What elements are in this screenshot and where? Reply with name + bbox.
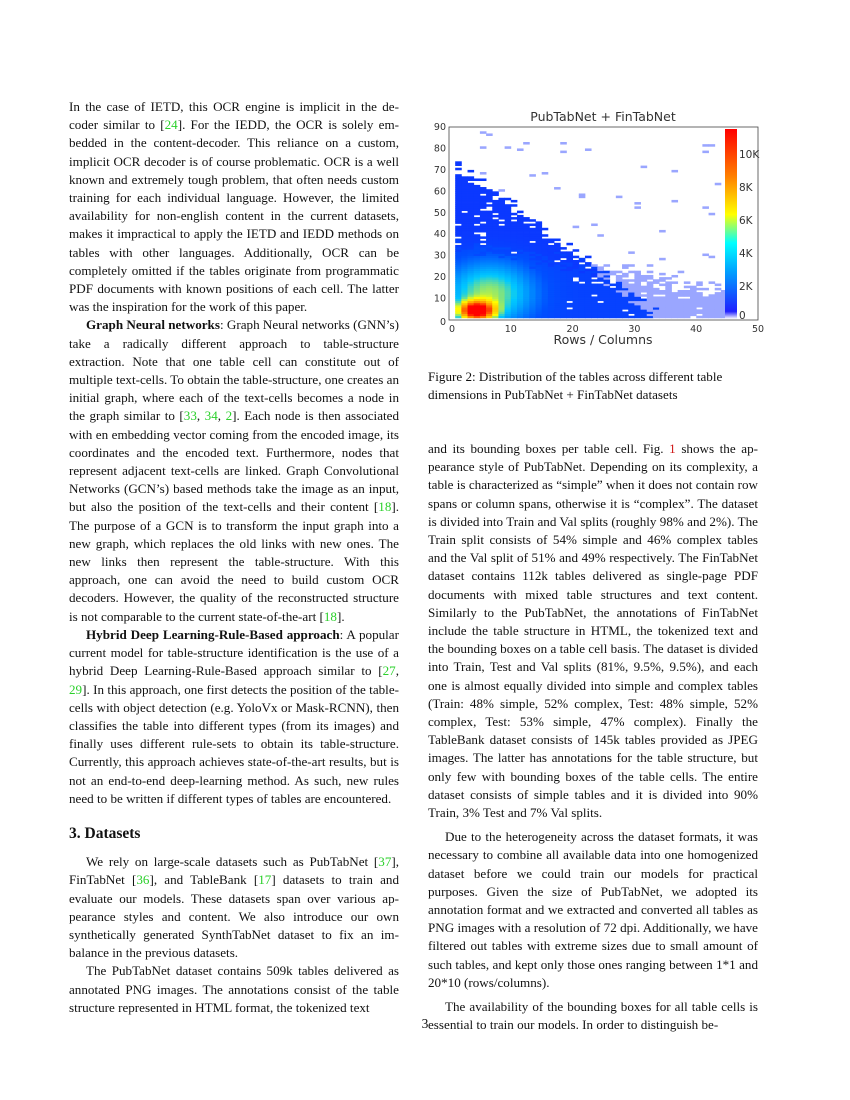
y-tick-label: 0 (439, 317, 446, 328)
heatmap-cell (566, 303, 573, 306)
heatmap-cell (709, 294, 716, 297)
heatmap-cell (715, 183, 722, 186)
heatmap-cell (678, 271, 685, 274)
heatmap-cell (474, 178, 481, 181)
heatmap-cell (498, 198, 505, 201)
heatmap-cell (647, 271, 654, 274)
heatmap-cell (702, 206, 709, 209)
heatmap-cell (579, 258, 586, 261)
heatmap-cell (597, 234, 604, 237)
heatmap-cell (554, 239, 561, 242)
heatmap-cell (702, 254, 709, 257)
heatmap-cell (696, 292, 703, 295)
y-tick-label: 70 (433, 164, 446, 176)
heatmap-cell (597, 266, 604, 269)
heatmap-cell (597, 284, 604, 287)
heatmap-cell (480, 241, 487, 244)
x-tick-label: 50 (751, 324, 765, 335)
heatmap-cell (492, 219, 499, 222)
heatmap-cell (628, 271, 635, 274)
heatmap-cell (678, 299, 685, 302)
heatmap-cell (523, 224, 530, 227)
heatmap-cell (591, 264, 598, 267)
heatmap-cell (604, 264, 611, 267)
heatmap-cell (566, 243, 573, 246)
heatmap-cell (492, 191, 499, 194)
hybrid-heading: Hybrid Deep Learning-Rule-Based approach (86, 626, 340, 642)
citation-link[interactable]: 33 (183, 408, 197, 424)
x-tick-label: 10 (504, 324, 517, 335)
heatmap-cell (696, 309, 703, 312)
heatmap-cell (715, 288, 722, 291)
heatmap-cell (696, 281, 703, 284)
heatmap-cell (641, 275, 648, 278)
heatmap-cell (696, 288, 703, 291)
citation-link[interactable]: 29 (69, 681, 83, 697)
colorbar-tick-label: 0 (739, 310, 746, 322)
heatmap-cell (455, 226, 462, 229)
heatmap-cell (517, 148, 524, 151)
heatmap-cell (671, 292, 678, 295)
y-tick-label: 30 (433, 250, 446, 262)
heatmap-cell (671, 281, 678, 284)
colorbar-tick-label: 4K (739, 247, 753, 260)
heatmap-cell (653, 279, 660, 282)
heatmap-cell (455, 239, 462, 242)
heatmap-cell (702, 288, 709, 291)
heatmap-cell (622, 273, 629, 276)
heatmap-cell (591, 224, 598, 227)
heatmap-cell (480, 196, 487, 199)
gnn-heading: Graph Neural networks (86, 317, 220, 333)
citation-link[interactable]: 37 (378, 854, 392, 870)
heatmap-cell (548, 245, 555, 248)
heatmap-cell (455, 174, 462, 177)
figure-ref-link[interactable]: 1 (669, 441, 676, 456)
heatmap-cell (641, 286, 648, 289)
heatmap-cell (702, 144, 709, 147)
heatmap-cell (560, 247, 567, 250)
paragraph-pubtabnet-cont: and its bounding boxes per table cell. Fig. 1 shows the appearance style of PubTabNet. Depending on its complexity, a table is characterized as “simple” when it does not contain row spans or column spans, otherwise it is “complex”. The dataset is divided into Train and Val splits (roughly 98% and 2%). The Train split consists of 54% simple and 46% complex tables and the Val split of 51% and 49% respectively. The FinTabNet dataset contains 112k tables delivered as single-page PDF documents with mixed table structures and text content. Similarly to the PubTabNet, the annotations of FinTabNet include the table structure in HTML, the tokenized text and the bounding boxes on a table cell basis. The dataset is divided into Train, Test and Val splits (81%, 9.5%, 9.5%), and each one is almost equally divided into simple and complex tables (Train: 48% simple, 52% complex, Test: 48% simple, 52% complex, Test: 53% simple, 47% complex). Finally the TableBank dataset consists of 145k tables provided as JPEG images. The latter has annotations for the table structure, but only few with bounding boxes of the table cells. The entire dataset consists of simple tables and it is divided into 90% Train, 3% Test and 7% Val splits. (428, 441, 758, 821)
heatmap-cell (560, 151, 567, 154)
heatmap-cell (542, 234, 549, 237)
heatmap-cell (542, 172, 549, 175)
paragraph-datasets-intro: We rely on large-scale datasets such as PubTabNet [37], FinTabNet [36], and TableBank [17] datasets to train and evaluate our models. These datasets span over various appearance styles and content. We also introduce our own synthetically generated SynthTabNet dataset to fix an imbalance in the previous datasets. (69, 854, 400, 961)
heatmap-cell (585, 269, 592, 272)
heatmap-cell (529, 174, 536, 177)
y-tick-label: 60 (433, 186, 446, 198)
heatmap-cell (579, 284, 586, 287)
heatmap-cell (678, 290, 685, 293)
citation-link[interactable]: 18 (323, 608, 337, 624)
y-axis-ticks (434, 122, 446, 328)
heatmap-cell (480, 172, 487, 175)
heatmap-cell (536, 221, 543, 224)
heatmap-cell (573, 249, 580, 252)
heatmap-cell (573, 226, 580, 229)
heatmap-cell (554, 262, 561, 265)
heatmap-cell (573, 281, 580, 284)
x-tick-label: 0 (448, 324, 456, 335)
heatmap-cell (511, 254, 518, 257)
heatmap-cell (511, 217, 518, 220)
heatmap-cell (579, 193, 586, 196)
heatmap-cell (641, 299, 648, 302)
citation-link[interactable]: 34 (204, 408, 218, 424)
heatmap-cell (702, 296, 709, 299)
x-tick-label: 30 (628, 324, 641, 335)
paragraph-hybrid: Hybrid Deep Learning-Rule-Based approach: A popular current model for table-structure identification is the use of a hybrid Deep Learning-Rule-Based approach similar to [27, 29]. In this approach, one first detects the position of the table-cells with object detection (e.g. YoloVx or Mask-RCNN), then classifies the table into different types (from its images) and finally uses different rule-sets to obtain its table-structure. Currently, this approach achieves state-of-the-art results, but is not an end-to-end deep-learning method. As such, new rules need to be written if different types of tables are encountered. (69, 626, 399, 806)
heatmap-cell (641, 166, 648, 169)
colorbar-tick-label: 8K (739, 181, 753, 194)
heatmap-cell (659, 296, 666, 299)
citation-link[interactable]: 2 (225, 408, 233, 424)
heatmap-cell (554, 187, 561, 190)
heatmap-cell (671, 170, 678, 173)
x-axis-label: Rows / Columns (553, 332, 653, 347)
heatmap-cell (498, 189, 505, 192)
y-tick-label: 80 (433, 143, 446, 155)
heatmap-cell (523, 142, 530, 145)
heatmap-cell (486, 189, 493, 192)
heatmap-cell (709, 144, 716, 147)
colorbar-tick-label: 10K (739, 148, 760, 161)
heatmap-cell (585, 256, 592, 259)
heatmap-cell (505, 146, 512, 149)
page-number: 3 (421, 1016, 429, 1031)
heatmap-cell (647, 275, 654, 278)
heatmap-cell (585, 148, 592, 151)
heatmap-cell (659, 290, 666, 293)
heatmap-cell (622, 264, 629, 267)
heatmap-cell (480, 131, 487, 134)
heatmap-cell (468, 170, 475, 173)
heatmap-cell (486, 204, 493, 207)
heatmap-cell (529, 224, 536, 227)
heatmap-cell (480, 224, 487, 227)
heatmap-cell (641, 294, 648, 297)
heatmap-cell (480, 211, 487, 214)
heatmap-cell (628, 264, 635, 267)
heatmap-cell (709, 281, 716, 284)
heatmap-cell (554, 243, 561, 246)
heatmap-cell (529, 228, 536, 231)
heatmap-cell (566, 309, 573, 312)
x-tick-label: 20 (566, 324, 579, 335)
heatmap-cell (610, 271, 617, 274)
heatmap-cell (591, 284, 598, 287)
heatmap-cell (517, 215, 524, 218)
heatmap-cell (634, 271, 641, 274)
heatmap-cell (616, 275, 623, 278)
citation-link[interactable]: 17 (258, 872, 272, 888)
heatmap-cell (659, 284, 666, 287)
colorbar-tick-label: 2K (739, 280, 753, 293)
heatmap-cell (696, 316, 703, 319)
heatmap-cell (616, 196, 623, 199)
heatmap-cell (480, 187, 487, 190)
heatmap-cell (548, 239, 555, 242)
heatmap-cell (585, 262, 592, 265)
heatmap-cell (628, 284, 635, 287)
heatmap-cell (560, 251, 567, 254)
heatmap-cell (468, 183, 475, 186)
heatmap-cell (622, 311, 629, 314)
heatmap-cell (610, 284, 617, 287)
heatmap-cell (468, 176, 475, 179)
heatmap-cell (560, 142, 567, 145)
heatmap-cell (461, 213, 468, 216)
paragraph-heterogeneity: Due to the heterogeneity across the dataset formats, it was necessary to combine all available data into one homogenized dataset before we could train our models for practical purposes. Given the size of PubTabNet, we adopted its annotation format and we extracted and converted all tables as PNG images with a resolution of 72 dpi. Additionally, we have filtered out tables with extreme sizes due to small amount of such tables, and kept only those ones ranging between 1*1 and 20*10 (rows/columns). (428, 829, 758, 990)
paragraph-bounding-boxes: The availability of the bounding boxes for all table cells is essential to train our models. In order to distinguish be- (428, 999, 758, 1033)
heatmap-cell (480, 146, 487, 149)
paragraph-ocr: In the case of IETD, this OCR engine is implicit in the decoder similar to [24]. For the IEDD, the OCR is solely embedded in the content-decoder. This reliance on a custom, implicit OCR decoder is of course problematic. OCR is a well known and extremely tough problem, that often needs custom training for each individual language. However, the limited availability for non-english content in the current datasets, makes it impractical to apply the IETD and IEDD methods on tables with other languages. Additionally, OCR can be completely omitted if the tables originate from programmatic PDF documents with known positions of each cell. The latter was the inspiration for the work of this paper. (69, 99, 399, 315)
heatmap-cell (560, 260, 567, 263)
heatmap-cell (573, 260, 580, 263)
heatmap-cell (492, 200, 499, 203)
colorbar-tick-label: 6K (739, 214, 753, 227)
y-tick-label: 90 (433, 122, 446, 133)
left-column (69, 98, 399, 1017)
y-tick-label: 50 (433, 207, 446, 219)
heatmap-cell (474, 234, 481, 237)
heatmap-cell (498, 226, 505, 229)
section-heading-datasets: 3. Datasets (69, 824, 141, 842)
heatmap-cell (529, 243, 536, 246)
heatmap-cell (529, 219, 536, 222)
paragraph-gnn: Graph Neural networks: Graph Neural networks (GNN’s) take a radically different approach to table-structure extraction. Note that one table cell can constitute out of multiple text-cells. To obtain the table-structure, one creates an initial graph, where each of the text-cells becomes a node in the graph similar to [33, 34, 2]. Each node is then associated with en embedding vector coming from the encoded image, its coordinates and the encoded text. Furthermore, nodes that represent adjacent text-cells are linked. Graph Convolutional Networks (GCN’s) based methods take the image as an input, but also the position of the text-cells and their content [18]. The purpose of a GCN is to transform the input graph into a new graph, which replaces the old links with new ones. The new links then represent the table-structure. With this approach, one can avoid the need to build custom OCR decoders. However, the quality of the reconstructed structure is not comparable to the current state-of-the-art [18]. (69, 317, 400, 624)
heatmap-cell (709, 213, 716, 216)
heatmap-cell (622, 279, 629, 282)
heatmap-cell (628, 279, 635, 282)
heatmap-cell (523, 217, 530, 220)
citation-link[interactable]: 24 (164, 117, 178, 133)
citation-link[interactable]: 36 (136, 872, 150, 888)
heatmap-cell (591, 296, 598, 299)
y-tick-label: 20 (433, 272, 446, 284)
heatmap-cell (659, 230, 666, 233)
heatmap-cell (684, 299, 691, 302)
heatmap-cell (653, 288, 660, 291)
heatmap-cell (480, 178, 487, 181)
heatmap-cell (604, 271, 611, 274)
heatmap-cell (647, 264, 654, 267)
heatmap-cell (511, 213, 518, 216)
heatmap-cell (474, 217, 481, 220)
heatmap-cell (542, 228, 549, 231)
heatmap-cell (634, 206, 641, 209)
heatmap-cell (542, 239, 549, 242)
heatmap-cell (616, 271, 623, 274)
heatmap-cell (591, 279, 598, 282)
heatmap-cell (474, 226, 481, 229)
citation-link[interactable]: 18 (378, 499, 392, 515)
heatmap-cells (455, 131, 734, 318)
heatmap-cell (709, 256, 716, 259)
heatmap-cell (659, 258, 666, 261)
y-tick-label: 40 (433, 229, 446, 241)
heatmap-cell (480, 245, 487, 248)
heatmap-cell (653, 296, 660, 299)
right-column (428, 440, 758, 1035)
heatmap-cell (498, 221, 505, 224)
heatmap-cell (715, 284, 722, 287)
heatmap-chart (428, 103, 768, 348)
citation-link[interactable]: 27 (382, 663, 396, 679)
heatmap-cell (579, 264, 586, 267)
heatmap-cell (566, 251, 573, 254)
heatmap-cell (511, 221, 518, 224)
heatmap-cell (665, 281, 672, 284)
heatmap-cell (474, 185, 481, 188)
heatmap-cell (517, 211, 524, 214)
heatmap-cell (671, 200, 678, 203)
heatmap-cell (511, 200, 518, 203)
heatmap-cell (684, 286, 691, 289)
paragraph-pubtabnet: The PubTabNet dataset contains 509k tables delivered as annotated PNG images. The annotations consist of the table structure represented in HTML format, the tokenized text (69, 963, 399, 1015)
heatmap-cell (684, 281, 691, 284)
figure-heatmap (428, 103, 768, 348)
heatmap-cell (702, 151, 709, 154)
heatmap-cell (505, 198, 512, 201)
heatmap-cell (715, 292, 722, 295)
heatmap-cell (628, 251, 635, 254)
heatmap-cell (659, 277, 666, 280)
heatmap-cell (455, 161, 462, 164)
heatmap-cell (659, 273, 666, 276)
heatmap-cell (597, 303, 604, 306)
heatmap-cell (480, 236, 487, 239)
heatmap-cell (455, 245, 462, 248)
heatmap-cell (486, 211, 493, 214)
heatmap-cell (647, 281, 654, 284)
heatmap-cell (684, 290, 691, 293)
figure-caption: Figure 2: Distribution of the tables across different table dimensions in PubTabNet + FinTabNet datasets (428, 369, 723, 403)
heatmap-cell (665, 277, 672, 280)
heatmap-cell (671, 275, 678, 278)
colorbar-gradient (725, 129, 737, 319)
heatmap-cell (455, 168, 462, 171)
heatmap-cell (505, 204, 512, 207)
heatmap-cell (628, 316, 635, 319)
chart-title: PubTabNet + FinTabNet (530, 109, 676, 124)
heatmap-cell (610, 288, 617, 291)
heatmap-cell (492, 215, 499, 218)
heatmap-cell (486, 133, 493, 136)
heatmap-cell (690, 286, 697, 289)
heatmap-cell (511, 204, 518, 207)
x-tick-label: 40 (690, 324, 703, 335)
heatmap-cell (634, 202, 641, 205)
y-tick-label: 10 (433, 293, 446, 305)
heatmap-cell (461, 176, 468, 179)
heatmap-cell (573, 256, 580, 259)
colorbar (725, 129, 760, 322)
